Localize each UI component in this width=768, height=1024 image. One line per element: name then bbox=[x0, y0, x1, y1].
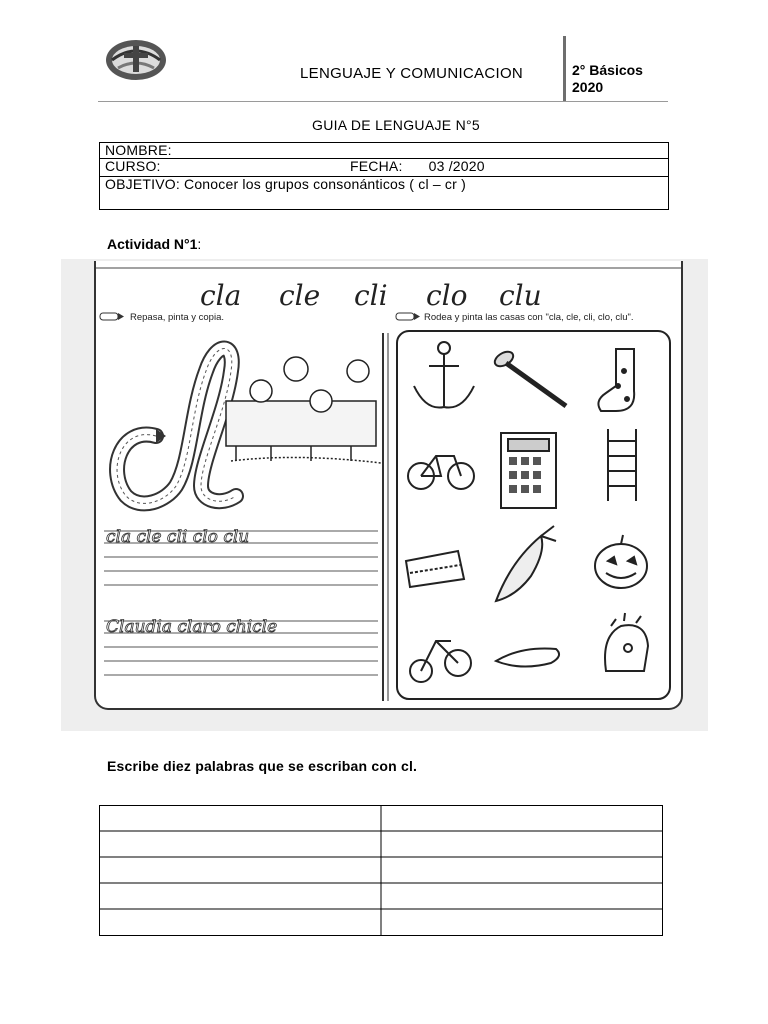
fecha-field bbox=[350, 159, 485, 174]
grade-level: 2° Básicos bbox=[572, 62, 643, 78]
pencil-icon bbox=[396, 313, 420, 320]
curso-label: CURSO: bbox=[105, 158, 161, 174]
writing-instruction: Escribe diez palabras que se escriban con cl. bbox=[107, 758, 418, 774]
practice-syllables: cla cle cli clo clu bbox=[106, 527, 250, 547]
left-instruction: Repasa, pinta y copia. bbox=[130, 312, 225, 323]
grade-year: 2020 bbox=[572, 79, 604, 95]
objetivo-text: OBJETIVO: Conocer los grupos consonánticos ( cl – cr ) bbox=[105, 176, 466, 192]
fecha-value: 03 /2020 bbox=[428, 158, 485, 174]
header-divider bbox=[563, 36, 566, 102]
fecha-label: FECHA: bbox=[350, 158, 403, 174]
subject-title: LENGUAJE Y COMUNICACION bbox=[300, 65, 524, 82]
syllables-header bbox=[200, 279, 542, 312]
syllable-text: cli bbox=[354, 279, 388, 312]
classroom-illustration bbox=[226, 357, 381, 463]
practice-words: Claudia claro chicle bbox=[106, 617, 278, 637]
writing-lines bbox=[104, 531, 378, 675]
school-logo bbox=[104, 38, 168, 82]
grade-block bbox=[572, 62, 643, 96]
student-info-table bbox=[99, 142, 669, 210]
syllable-text: cle bbox=[279, 279, 321, 312]
activity-label: Actividad N°1 bbox=[107, 236, 198, 252]
worksheet-page bbox=[94, 261, 683, 710]
syllable-text: cla bbox=[200, 279, 242, 312]
nombre-label: NOMBRE: bbox=[105, 142, 172, 158]
guide-title: GUIA DE LENGUAJE N°5 bbox=[312, 117, 480, 133]
objetivo-row bbox=[100, 177, 668, 209]
syllable-text: clo bbox=[426, 279, 468, 312]
words-answer-table[interactable] bbox=[99, 805, 663, 936]
tracing-letter bbox=[117, 349, 236, 504]
nombre-row[interactable] bbox=[100, 143, 668, 159]
syllable-text: clu bbox=[499, 279, 542, 312]
activity-colon: : bbox=[197, 236, 202, 252]
pencil-icon bbox=[100, 313, 124, 320]
header-rule bbox=[98, 101, 668, 102]
curso-row[interactable] bbox=[100, 159, 668, 177]
right-instruction: Rodea y pinta las casas con "cla, cle, cli, clo, clu". bbox=[424, 312, 634, 323]
calculator-icon bbox=[501, 433, 556, 508]
activity-heading bbox=[107, 236, 201, 252]
